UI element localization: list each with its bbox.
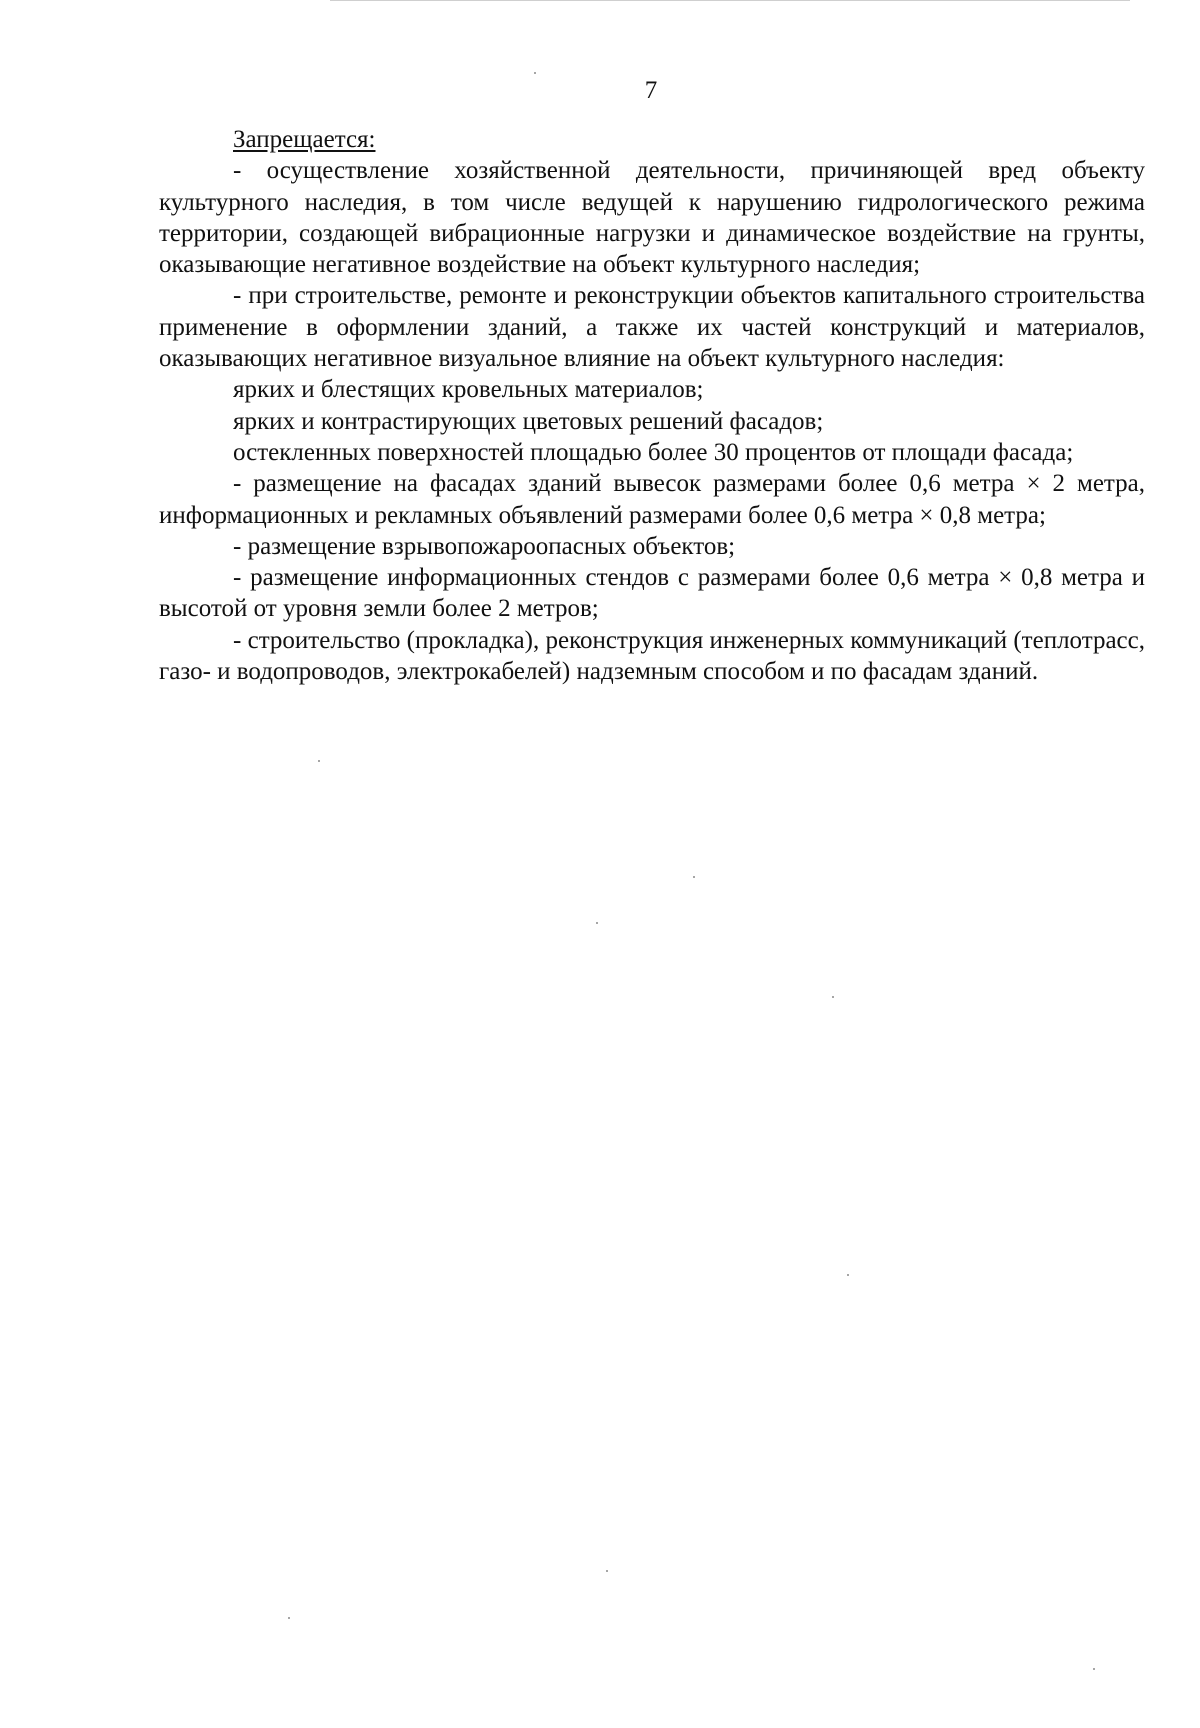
scan-speck <box>832 996 834 998</box>
scan-speck <box>606 1570 608 1572</box>
paragraph-utilities: - строительство (прокладка), реконструкция инженерных коммуникаций (теплотрасс, газо- и водопроводов, электрокабелей) надземным способом и по фасадам зданий. <box>159 626 1145 686</box>
paragraph-construction-materials: - при строительстве, ремонте и реконструкции объектов капитального строительства применение в оформлении зданий, а также их частей конструкций и материалов, оказывающих негативное визуальное влияние на объект культурного наследия: <box>159 282 1145 373</box>
list-item-facade-colors: ярких и контрастирующих цветовых решений фасадов; <box>233 407 824 435</box>
list-item-glazing: остекленных поверхностей площадью более 30 процентов от площади фасада; <box>233 438 1074 466</box>
scan-speck <box>1093 1668 1095 1670</box>
scan-speck <box>288 1617 290 1619</box>
paragraph-signage: - размещение на фасадах зданий вывесок размерами более 0,6 метра × 2 метра, информационных и рекламных объявлений размерами более 0,6 метра × 0,8 метра; <box>159 470 1145 529</box>
scan-speck <box>534 72 536 74</box>
scan-speck <box>596 922 598 924</box>
scan-speck <box>847 1274 849 1276</box>
paragraph-economic-activity: - осуществление хозяйственной деятельности, причиняющей вред объекту культурного наследия, в том числе ведущей к нарушению гидрологического режима территории, создающей вибрационные нагрузки и динамическое воздействие на грунты, оказывающие негативное воздействие на объект культурного наследия; <box>159 157 1145 279</box>
paragraph-info-stands: - размещение информационных стендов с размерами более 0,6 метра × 0,8 метра и высотой от уровня земли более 2 метров; <box>159 564 1145 623</box>
paragraph-explosive-objects: - размещение взрывопожароопасных объектов; <box>233 532 736 560</box>
section-heading: Запрещается: <box>233 126 376 153</box>
scan-speck <box>318 760 320 762</box>
page-number: 7 <box>644 77 658 104</box>
document-body <box>159 124 1145 687</box>
list-item-roofing: ярких и блестящих кровельных материалов; <box>233 376 704 404</box>
scan-edge-line <box>330 0 1130 1</box>
scan-speck <box>693 876 695 878</box>
